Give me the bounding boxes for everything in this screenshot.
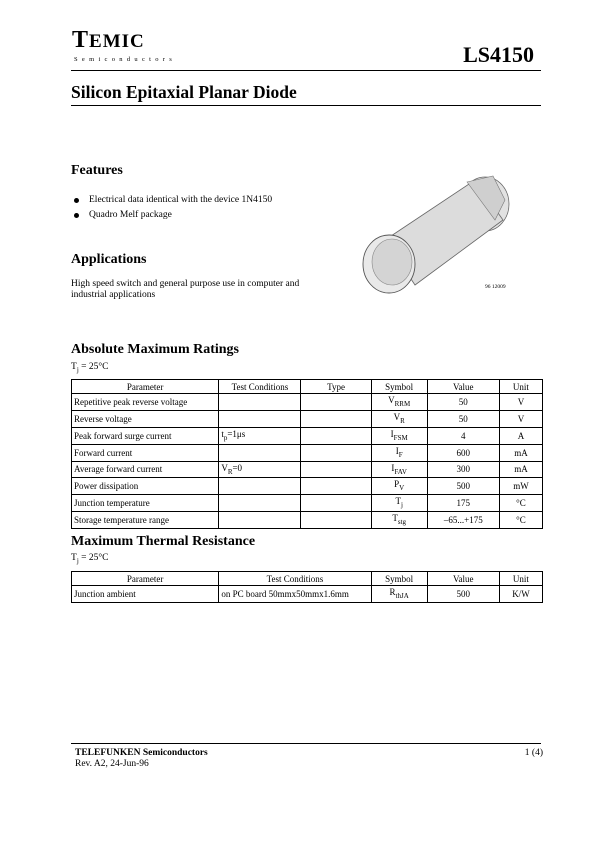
- footer-company: TELEFUNKEN Semiconductors: [75, 748, 208, 758]
- page-title: Silicon Epitaxial Planar Diode: [71, 82, 297, 102]
- type-cell: [301, 478, 371, 495]
- test-condition-cell: [219, 427, 301, 444]
- logo-subtitle: Semiconductors: [74, 56, 177, 63]
- column-header: Test Conditions: [219, 380, 301, 394]
- value-cell: 500: [427, 478, 499, 495]
- value-cell: 4: [427, 427, 499, 444]
- thermal-table: [71, 571, 543, 603]
- cell-subscript: j: [400, 500, 403, 509]
- thermal-heading: Maximum Thermal Resistance: [71, 534, 256, 549]
- type-cell: [301, 394, 371, 411]
- test-condition-cell: [219, 478, 301, 495]
- cell-text: P: [394, 479, 400, 490]
- symbol-cell: [371, 495, 427, 512]
- unit-cell: A: [499, 427, 542, 444]
- cell-text: T: [392, 512, 398, 523]
- unit-cell: mA: [499, 444, 542, 461]
- image-caption: 96 12009: [485, 284, 506, 290]
- cell-subscript: FSM: [393, 433, 408, 442]
- part-number: LS4150: [463, 42, 534, 67]
- parameter-cell: Forward current: [72, 444, 219, 461]
- test-condition-cell: [219, 444, 301, 461]
- unit-cell: °C: [499, 495, 542, 512]
- type-cell: [301, 411, 371, 428]
- unit-cell: mW: [499, 478, 542, 495]
- cell-text: =0: [232, 462, 243, 473]
- parameter-cell: Junction temperature: [72, 495, 219, 512]
- test-condition-cell: on PC board 50mmx50mmx1.6mm: [219, 586, 371, 603]
- cond-symbol: T: [71, 553, 77, 563]
- header-divider: [71, 70, 541, 71]
- value-cell: 50: [427, 394, 499, 411]
- cell-text: t: [221, 428, 224, 439]
- column-header: Symbol: [371, 572, 427, 586]
- parameter-cell: Peak forward surge current: [72, 427, 219, 444]
- column-header: Test Conditions: [219, 572, 371, 586]
- symbol-cell: [371, 478, 427, 495]
- parameter-cell: Power dissipation: [72, 478, 219, 495]
- parameter-cell: Junction ambient: [72, 586, 219, 603]
- company-logo: [72, 28, 145, 54]
- diode-package-image: [355, 170, 515, 300]
- cell-subscript: R: [400, 416, 405, 425]
- cell-text: I: [390, 428, 394, 439]
- applications-text: High speed switch and general purpose use in computer and industrial applications: [71, 279, 300, 300]
- type-cell: [301, 511, 371, 528]
- column-header: Parameter: [72, 380, 219, 394]
- column-header: Parameter: [72, 572, 219, 586]
- cond-value: = 25°C: [78, 553, 109, 563]
- cell-subscript: stg: [397, 517, 407, 526]
- thermal-condition: [71, 553, 109, 565]
- cell-subscript: V: [399, 484, 405, 493]
- table-row: [72, 444, 543, 461]
- feature-item: [71, 193, 272, 208]
- unit-cell: mA: [499, 461, 542, 478]
- cell-text: V: [221, 462, 228, 473]
- value-cell: 500: [427, 586, 499, 603]
- cell-text: =1μs: [227, 428, 246, 439]
- unit-cell: V: [499, 411, 542, 428]
- cell-text: I: [395, 445, 399, 456]
- features-list: [71, 193, 272, 223]
- symbol-cell: [371, 427, 427, 444]
- cell-subscript: F: [398, 450, 403, 459]
- table-row: [72, 461, 543, 478]
- table-row: [72, 427, 543, 444]
- cell-subscript: FAV: [394, 467, 407, 476]
- column-header: Type: [301, 380, 371, 394]
- test-condition-cell: [219, 511, 301, 528]
- column-header: Symbol: [371, 380, 427, 394]
- table-row: [72, 511, 543, 528]
- table-row: [72, 586, 543, 603]
- symbol-cell: [371, 411, 427, 428]
- logo-initial: T: [72, 27, 90, 53]
- symbol-cell: [371, 444, 427, 461]
- parameter-cell: Repetitive peak reverse voltage: [72, 394, 219, 411]
- cell-text: R: [389, 587, 396, 598]
- column-header: Unit: [499, 572, 542, 586]
- bullet-icon: [74, 198, 79, 203]
- table-row: [72, 478, 543, 495]
- test-condition-cell: [219, 394, 301, 411]
- unit-cell: V: [499, 394, 542, 411]
- cell-subscript: RRM: [394, 400, 411, 409]
- table-row: [72, 495, 543, 512]
- applications-heading: Applications: [71, 252, 147, 267]
- value-cell: 50: [427, 411, 499, 428]
- abs-max-heading: Absolute Maximum Ratings: [71, 342, 240, 357]
- abs-max-condition: [71, 362, 109, 374]
- column-header: Value: [427, 572, 499, 586]
- title-divider: [71, 105, 541, 106]
- table-header-row: [72, 380, 543, 394]
- cond-subscript: j: [76, 365, 79, 374]
- unit-cell: K/W: [499, 586, 542, 603]
- footer-divider: [71, 743, 541, 744]
- abs-max-table: [71, 379, 543, 529]
- type-cell: [301, 495, 371, 512]
- value-cell: 600: [427, 444, 499, 461]
- column-header: Value: [427, 380, 499, 394]
- parameter-cell: Reverse voltage: [72, 411, 219, 428]
- column-header: Unit: [499, 380, 542, 394]
- features-heading: Features: [71, 163, 123, 178]
- cond-symbol: T: [71, 362, 77, 372]
- table-row: [72, 394, 543, 411]
- feature-text: Quadro Melf package: [89, 210, 172, 220]
- parameter-cell: Average forward current: [72, 461, 219, 478]
- footer-revision: Rev. A2, 24-Jun-96: [75, 759, 149, 769]
- parameter-cell: Storage temperature range: [72, 511, 219, 528]
- value-cell: –65...+175: [427, 511, 499, 528]
- symbol-cell: [371, 586, 427, 603]
- cond-value: = 25°C: [78, 362, 109, 372]
- symbol-cell: [371, 511, 427, 528]
- test-condition-cell: [219, 411, 301, 428]
- cell-subscript: p: [223, 433, 228, 442]
- logo-rest: EMIC: [89, 31, 145, 52]
- value-cell: 300: [427, 461, 499, 478]
- page-number: 1 (4): [524, 748, 543, 758]
- cell-text: V: [393, 412, 401, 423]
- cell-subscript: R: [227, 467, 233, 476]
- type-cell: [301, 444, 371, 461]
- feature-item: [71, 208, 272, 223]
- symbol-cell: [371, 461, 427, 478]
- type-cell: [301, 427, 371, 444]
- cell-text: T: [395, 496, 401, 507]
- cell-text: V: [388, 395, 395, 406]
- feature-text: Electrical data identical with the device 1N4150: [89, 195, 273, 205]
- test-condition-cell: [219, 495, 301, 512]
- cond-subscript: j: [76, 556, 79, 565]
- cell-text: I: [391, 462, 395, 473]
- cell-subscript: thJA: [395, 592, 409, 601]
- table-row: [72, 411, 543, 428]
- bullet-icon: [74, 213, 79, 218]
- table-header-row: [72, 572, 543, 586]
- unit-cell: °C: [499, 511, 542, 528]
- test-condition-cell: [219, 461, 301, 478]
- type-cell: [301, 461, 371, 478]
- value-cell: 175: [427, 495, 499, 512]
- symbol-cell: [371, 394, 427, 411]
